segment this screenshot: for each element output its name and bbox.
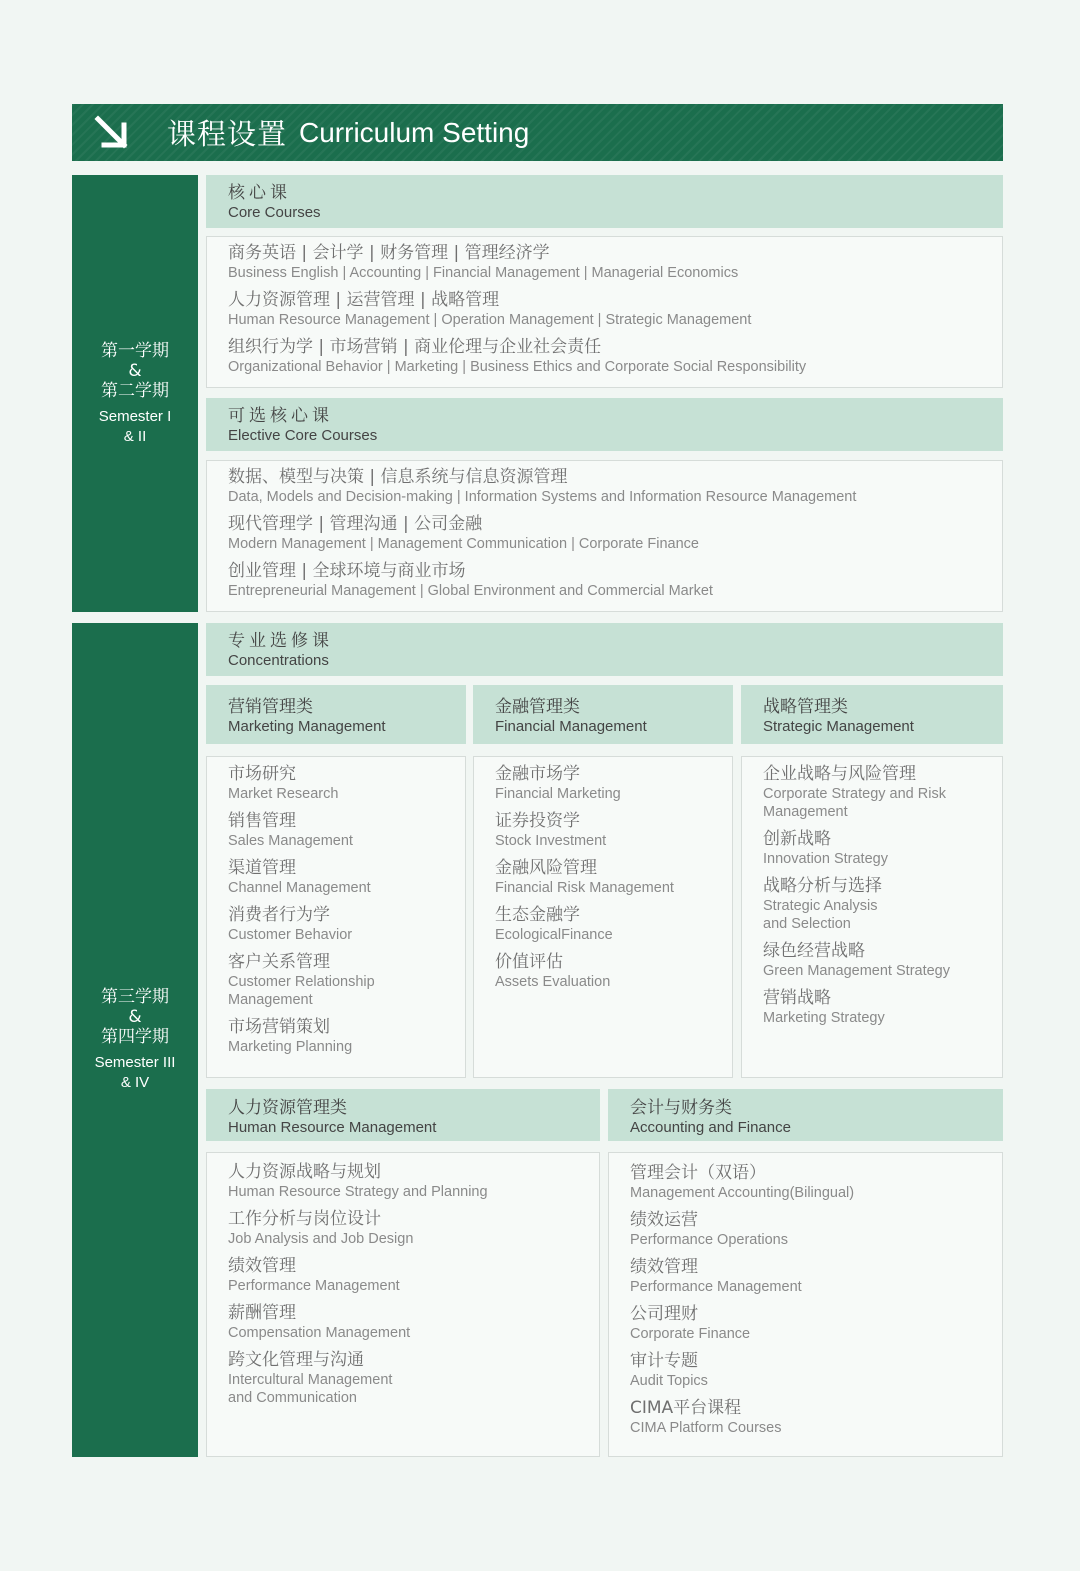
hr-header <box>206 1089 600 1141</box>
course-cn: 客户关系管理 <box>228 952 330 972</box>
page-header <box>72 104 1003 161</box>
course-cn: 消费者行为学 <box>228 905 330 925</box>
course-en: EcologicalFinance <box>495 927 613 943</box>
course-cn: 工作分析与岗位设计 <box>228 1209 381 1229</box>
finance-title-cn: 金融管理类 <box>495 697 580 717</box>
course-en: Stock Investment <box>495 833 607 849</box>
course-en: Organizational Behavior | Marketing | Business Ethics and Corporate Social Responsibility <box>228 359 807 375</box>
course-item <box>228 560 1002 600</box>
course-item <box>763 828 1002 868</box>
course-en: Customer Behavior <box>228 927 353 943</box>
course-cn: 人力资源战略与规划 <box>228 1162 381 1182</box>
page-title-cn: 课程设置 <box>167 117 288 151</box>
course-item <box>763 875 1002 933</box>
course-en: Assets Evaluation <box>495 974 611 990</box>
marketing-header <box>206 685 466 744</box>
marketing-title-en: Marketing Management <box>228 718 386 735</box>
course-item <box>228 1161 599 1201</box>
course-cn: 现代管理学 | 管理沟通 | 公司金融 <box>228 514 483 534</box>
course-cn: 数据、模型与决策 | 信息系统与信息资源管理 <box>228 467 568 487</box>
course-en: Sales Management <box>228 833 353 849</box>
hr-title-cn: 人力资源管理类 <box>228 1098 347 1118</box>
course-item <box>228 763 465 803</box>
course-en: Job Analysis and Job Design <box>228 1231 414 1247</box>
course-cn: 证券投资学 <box>495 811 580 831</box>
course-item <box>630 1209 1002 1249</box>
course-cn: 跨文化管理与沟通 <box>228 1350 364 1370</box>
course-en: Performance Management <box>630 1279 802 1295</box>
course-en: Business English | Accounting | Financial Management | Managerial Economics <box>228 265 739 281</box>
course-cn: 绩效运营 <box>630 1210 698 1230</box>
strategy-title-cn: 战略管理类 <box>763 697 848 717</box>
course-item <box>228 951 465 1009</box>
course-en: Corporate Strategy and Risk Management <box>763 786 946 820</box>
course-cn: 商务英语 | 会计学 | 财务管理 | 管理经济学 <box>228 243 550 263</box>
course-cn: 创新战略 <box>763 829 831 849</box>
concentrations-title-cn: 专业选修课 <box>228 631 333 651</box>
course-cn: 生态金融学 <box>495 905 580 925</box>
course-en: Financial Risk Management <box>495 880 674 896</box>
course-item <box>228 904 465 944</box>
course-item <box>630 1303 1002 1343</box>
elective-courses-header <box>206 398 1003 451</box>
course-item <box>228 1016 465 1056</box>
course-en: Marketing Strategy <box>763 1010 885 1026</box>
elective-courses-title-en: Elective Core Courses <box>228 427 378 444</box>
course-en: Human Resource Management | Operation Management | Strategic Management <box>228 312 752 328</box>
course-en: Market Research <box>228 786 339 802</box>
course-cn: 绩效管理 <box>228 1256 296 1276</box>
course-en: Audit Topics <box>630 1373 708 1389</box>
strategy-list <box>741 756 1003 1078</box>
course-cn: 公司理财 <box>630 1304 698 1324</box>
course-en: Human Resource Strategy and Planning <box>228 1184 488 1200</box>
elective-courses-title-cn: 可选核心课 <box>228 406 333 426</box>
arrow-down-right-icon <box>90 111 134 155</box>
course-item <box>495 951 732 991</box>
course-cn: 人力资源管理 | 运营管理 | 战略管理 <box>228 290 500 310</box>
course-cn: 企业战略与风险管理 <box>763 764 916 784</box>
course-cn: 管理会计（双语） <box>630 1163 766 1183</box>
accounting-title-cn: 会计与财务类 <box>630 1098 732 1118</box>
course-en: Data, Models and Decision-making | Information Systems and Information Resource Management <box>228 489 857 505</box>
core-courses-title-en: Core Courses <box>228 204 321 221</box>
course-item <box>630 1256 1002 1296</box>
accounting-header <box>608 1089 1003 1141</box>
course-en: Customer Relationship Management <box>228 974 375 1008</box>
course-item <box>228 466 1002 506</box>
course-item <box>630 1397 1002 1437</box>
strategy-title-en: Strategic Management <box>763 718 914 735</box>
semester-1-2-en: Semester I & II <box>98 407 172 445</box>
course-en: Green Management Strategy <box>763 963 950 979</box>
course-en: Management Accounting(Bilingual) <box>630 1185 855 1201</box>
accounting-list <box>608 1152 1003 1457</box>
course-en: Intercultural Management and Communication <box>228 1372 393 1406</box>
marketing-list <box>206 756 466 1078</box>
course-cn: 金融市场学 <box>495 764 580 784</box>
course-item <box>495 904 732 944</box>
course-en: Financial Marketing <box>495 786 621 802</box>
course-en: Performance Operations <box>630 1232 788 1248</box>
course-cn: 市场营销策划 <box>228 1017 330 1037</box>
course-cn: 价值评估 <box>495 952 563 972</box>
course-en: Corporate Finance <box>630 1326 751 1342</box>
course-item <box>228 336 1002 376</box>
semester-3-4-en: Semester III & IV <box>94 1054 176 1091</box>
course-cn: 战略分析与选择 <box>763 876 882 896</box>
hr-list <box>206 1152 600 1457</box>
finance-list <box>473 756 733 1078</box>
concentrations-title-en: Concentrations <box>228 652 329 669</box>
course-cn: 绩效管理 <box>630 1257 698 1277</box>
course-item <box>228 1255 599 1295</box>
course-cn: 市场研究 <box>228 764 296 784</box>
course-item <box>630 1350 1002 1390</box>
semester-1-2-label <box>72 175 198 612</box>
core-courses-header <box>206 175 1003 228</box>
course-en: Performance Management <box>228 1278 400 1294</box>
course-item <box>495 857 732 897</box>
course-en: Strategic Analysis and Selection <box>763 898 878 932</box>
core-courses-list <box>206 236 1003 388</box>
course-cn: 营销战略 <box>763 988 831 1008</box>
semester-3-4-label <box>72 623 198 1457</box>
course-item <box>630 1162 1002 1202</box>
course-cn: 渠道管理 <box>228 858 296 878</box>
finance-title-en: Financial Management <box>495 718 647 735</box>
course-en: Innovation Strategy <box>763 851 888 867</box>
course-item <box>228 810 465 850</box>
hr-title-en: Human Resource Management <box>228 1119 437 1136</box>
course-cn: 组织行为学 | 市场营销 | 商业伦理与企业社会责任 <box>228 337 602 357</box>
course-item <box>228 242 1002 282</box>
concentrations-header <box>206 623 1003 676</box>
course-en: CIMA Platform Courses <box>630 1420 782 1436</box>
course-item <box>228 1208 599 1248</box>
course-en: Marketing Planning <box>228 1039 353 1055</box>
course-cn: 创业管理 | 全球环境与商业市场 <box>228 561 466 581</box>
marketing-title-cn: 营销管理类 <box>228 697 313 717</box>
course-item <box>495 763 732 803</box>
course-en: Channel Management <box>228 880 371 896</box>
course-item <box>228 289 1002 329</box>
course-item <box>763 763 1002 821</box>
course-item <box>763 940 1002 980</box>
course-item <box>228 857 465 897</box>
accounting-title-en: Accounting and Finance <box>630 1119 791 1136</box>
course-item <box>228 513 1002 553</box>
finance-header <box>473 685 733 744</box>
course-item <box>495 810 732 850</box>
course-item <box>228 1302 599 1342</box>
course-cn: 绿色经营战略 <box>763 941 865 961</box>
page-title-en: Curriculum Setting <box>299 116 530 148</box>
semester-3-4-cn: 第三学期 & 第四学期 <box>101 987 169 1047</box>
semester-1-2-cn: 第一学期 & 第二学期 <box>101 340 169 401</box>
course-cn: 销售管理 <box>228 811 296 831</box>
elective-courses-list <box>206 460 1003 612</box>
core-courses-title-cn: 核心课 <box>228 183 291 203</box>
course-item <box>763 987 1002 1027</box>
course-en: Entrepreneurial Management | Global Environment and Commercial Market <box>228 583 713 599</box>
course-cn: 薪酬管理 <box>228 1303 296 1323</box>
course-cn: 金融风险管理 <box>495 858 597 878</box>
course-item <box>228 1349 599 1407</box>
strategy-header <box>741 685 1003 744</box>
course-cn: CIMA平台课程 <box>630 1398 742 1418</box>
course-en: Modern Management | Management Communication | Corporate Finance <box>228 536 699 552</box>
course-cn: 审计专题 <box>630 1351 698 1371</box>
course-en: Compensation Management <box>228 1325 411 1341</box>
